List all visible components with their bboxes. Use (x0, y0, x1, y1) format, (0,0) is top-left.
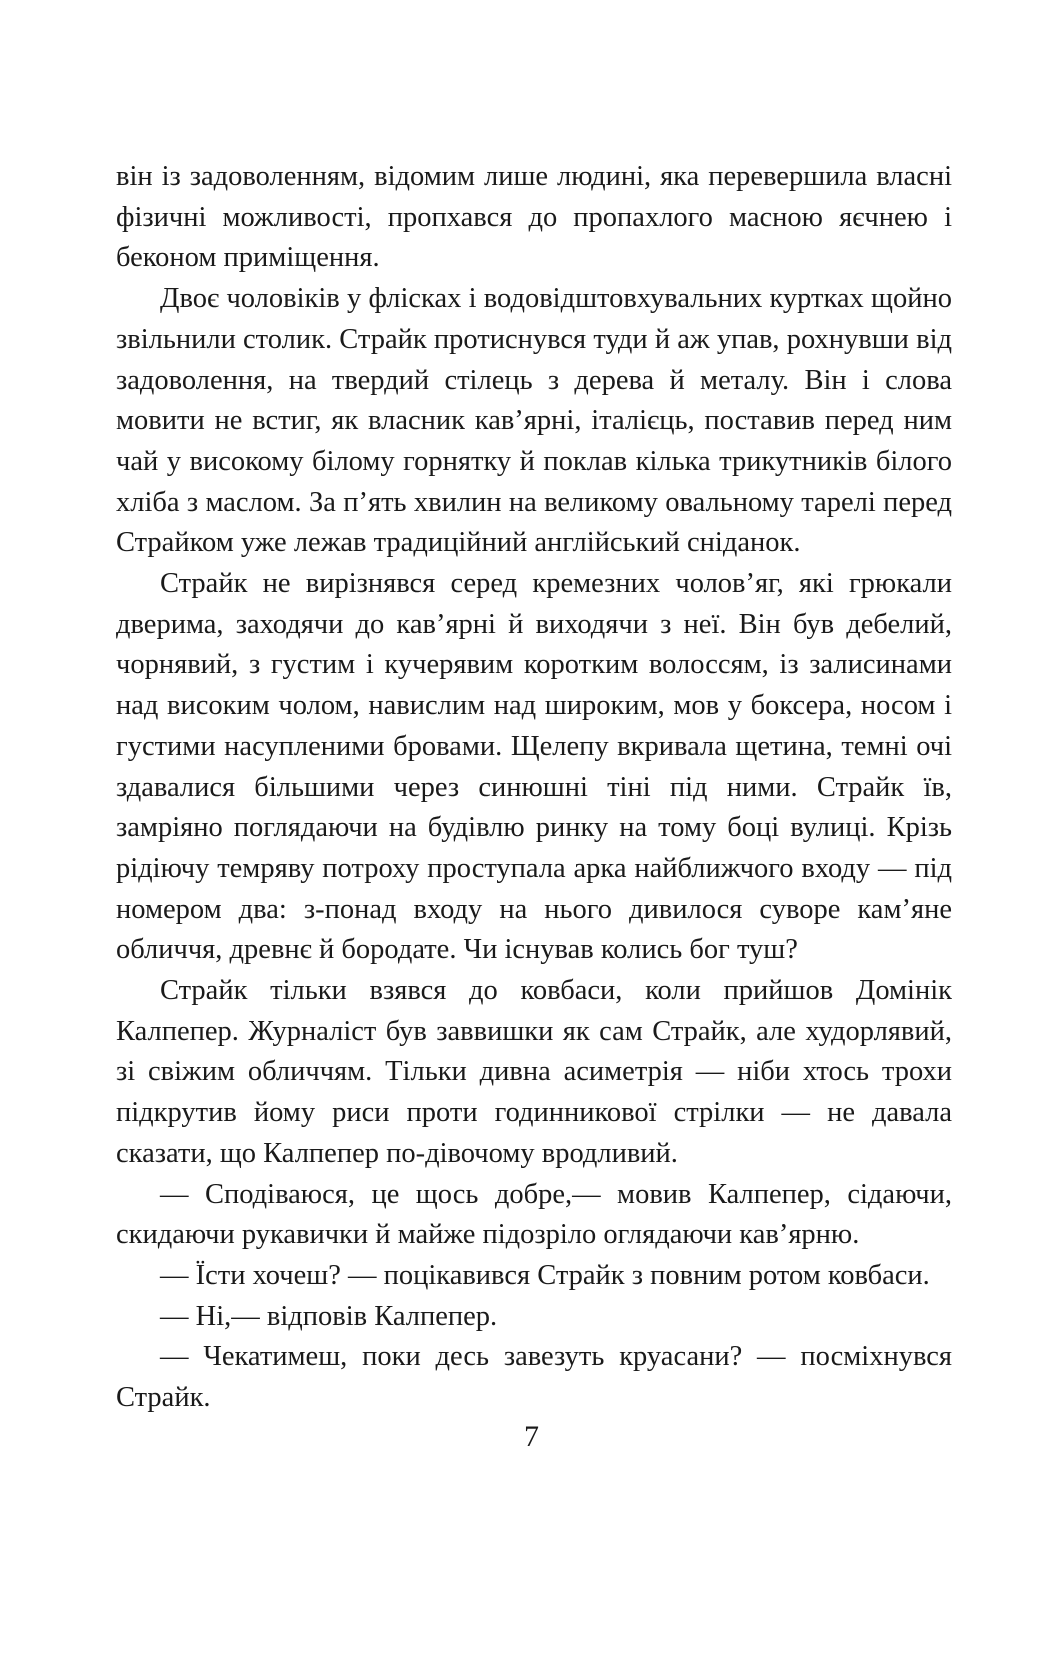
dialogue-line: — Ні,— відповів Калпепер. (160, 1300, 498, 1332)
paragraph: Страйк не вирізнявся серед кремезних чолов’яг, які грюкали дверима, заходячи до кав’ярні й виходячи з неї. Він був дебелий, чорнявий, з густим і кучерявим коротким волоссям, із залисинами над високим чолом, навислим над широким, мов у боксера, носом і густими насупленими бровами. Щелепу вкривала щетина, темні очі здавалися більшими через синюшні тіні під ними. Страйк їв, замріяно поглядаючи на будівлю ринку на тому боці вулиці. Крізь рідіючу темряву потроху проступала арка найближчого входу — під номером два: з-понад входу на нього дивилося суворе кам’яне обличчя, древнє й бородате. Чи існував колись бог туш? (116, 568, 952, 966)
paragraph: Двоє чоловіків у фліcках і водовідштовхувальних куртках щойно звільнили столик. Страйк протиснувся туди й аж упав, рохнувши від задоволення, на твердий стілець з дерева й металу. Він і слова мовити не встиг, як власник кав’ярні, італієць, поставив перед ним чай у високому білому горнятку й поклав кілька трикутників білого хліба з маслом. За п’ять хвилин на великому овальному тарелі перед Страйком уже лежав традиційний англійський сніданок. (116, 283, 952, 559)
dialogue-line: — Чекатимеш, поки десь завезуть круасани? — посміхнувся Страйк. (116, 1341, 952, 1414)
dialogue-line: — Їсти хочеш? — поцікавився Страйк з повним ротом ковбаси. (160, 1259, 930, 1291)
paragraph: Страйк тільки взявся до ковбаси, коли прийшов Домінік Калпепер. Журналіст був заввишки як сам Страйк, але худорлявий, зі свіжим обличчям. Тільки дивна асиметрія — ніби хтось трохи підкрутив йому риси проти годинникової стрілки — не давала сказати, що Калпепер по-дівочому вродливий. (116, 975, 952, 1169)
body-text (116, 157, 952, 1419)
dialogue-line: — Сподіваюся, це щось добре,— мовив Калпепер, сідаючи, скидаючи рукавички й майже підозріло оглядаючи кав’ярню. (116, 1178, 952, 1251)
paragraph-continuation: він із задоволенням, відомим лише людині, яка перевершила власні фізичні можливості, пропхався до пропахлого масною яєчнею і беконом приміщення. (116, 161, 952, 274)
page-number: 7 (524, 1420, 539, 1453)
